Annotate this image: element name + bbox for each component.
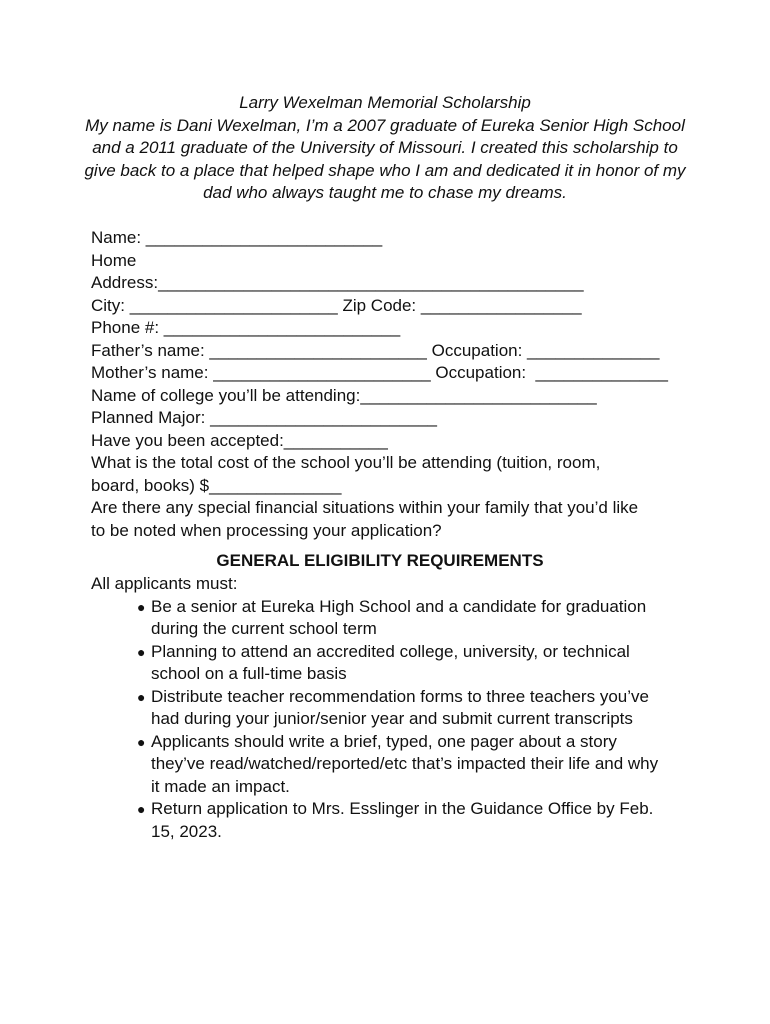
bullet-icon: ● bbox=[137, 688, 146, 705]
requirement-item bbox=[91, 641, 671, 686]
requirement-item bbox=[91, 798, 671, 843]
requirement-item bbox=[91, 686, 671, 731]
home-label: Home bbox=[91, 250, 137, 270]
requirement-text: Return application to Mrs. Esslinger in the Guidance Office by Feb. 15, 2023. bbox=[151, 799, 654, 841]
requirement-text: Distribute teacher recommendation forms to three teachers you’ve had during your junior/senior year and submit current transcripts bbox=[151, 686, 649, 728]
mother-field[interactable]: Mother’s name: _______________________ Occupation: ______________ bbox=[91, 363, 668, 382]
accepted-field[interactable]: Have you been accepted:___________ bbox=[91, 430, 388, 450]
bullet-icon: ● bbox=[137, 643, 146, 660]
requirement-text: Applicants should write a brief, typed, one pager about a story they’ve read/watched/reported/etc that’s impacted their life and why it made an impact. bbox=[151, 731, 659, 796]
city-zip-field[interactable]: City: ______________________ Zip Code: _________________ bbox=[91, 295, 582, 315]
financial-question: Are there any special financial situations within your family that you’d like bbox=[91, 498, 639, 517]
requirements-title: GENERAL ELIGIBILITY REQUIREMENTS bbox=[216, 551, 544, 570]
bullet-icon: ● bbox=[137, 598, 146, 615]
requirement-text: Be a senior at Eureka High School and a candidate for graduation during the current school term bbox=[151, 596, 647, 638]
bullet-icon: ● bbox=[137, 733, 146, 750]
requirement-item bbox=[91, 596, 671, 641]
requirement-text: Planning to attend an accredited college, university, or technical school on a full-time basis bbox=[151, 641, 630, 683]
requirements-section bbox=[91, 573, 711, 843]
requirement-item bbox=[91, 731, 671, 799]
application-form bbox=[91, 227, 731, 542]
scholarship-title: Larry Wexelman Memorial Scholarship bbox=[239, 93, 531, 112]
college-field[interactable]: Name of college you’ll be attending:_________________________ bbox=[91, 385, 597, 405]
major-field[interactable]: Planned Major: ________________________ bbox=[91, 408, 437, 427]
header bbox=[80, 92, 690, 205]
cost-field[interactable]: board, books) $______________ bbox=[91, 475, 342, 495]
requirements-lead: All applicants must: bbox=[91, 574, 238, 593]
name-field[interactable]: Name: _________________________ bbox=[91, 228, 383, 247]
father-field[interactable]: Father’s name: _______________________ Occupation: ______________ bbox=[91, 340, 660, 360]
cost-question: What is the total cost of the school you’ll be attending (tuition, room, bbox=[91, 453, 601, 472]
financial-question-cont: to be noted when processing your application? bbox=[91, 520, 442, 540]
bullet-icon: ● bbox=[137, 801, 146, 817]
address-field[interactable]: Address:_____________________________________________ bbox=[91, 273, 584, 292]
requirements-list bbox=[91, 596, 711, 844]
phone-field[interactable]: Phone #: _________________________ bbox=[91, 318, 401, 337]
intro-paragraph: My name is Dani Wexelman, I’m a 2007 graduate of Eureka Senior High School and a 2011 graduate of the University of Missouri. I created this scholarship to give back to a place that helped shape who I am and dedicated it in honor of my dad who always taught me to chase my dreams. bbox=[84, 115, 686, 202]
